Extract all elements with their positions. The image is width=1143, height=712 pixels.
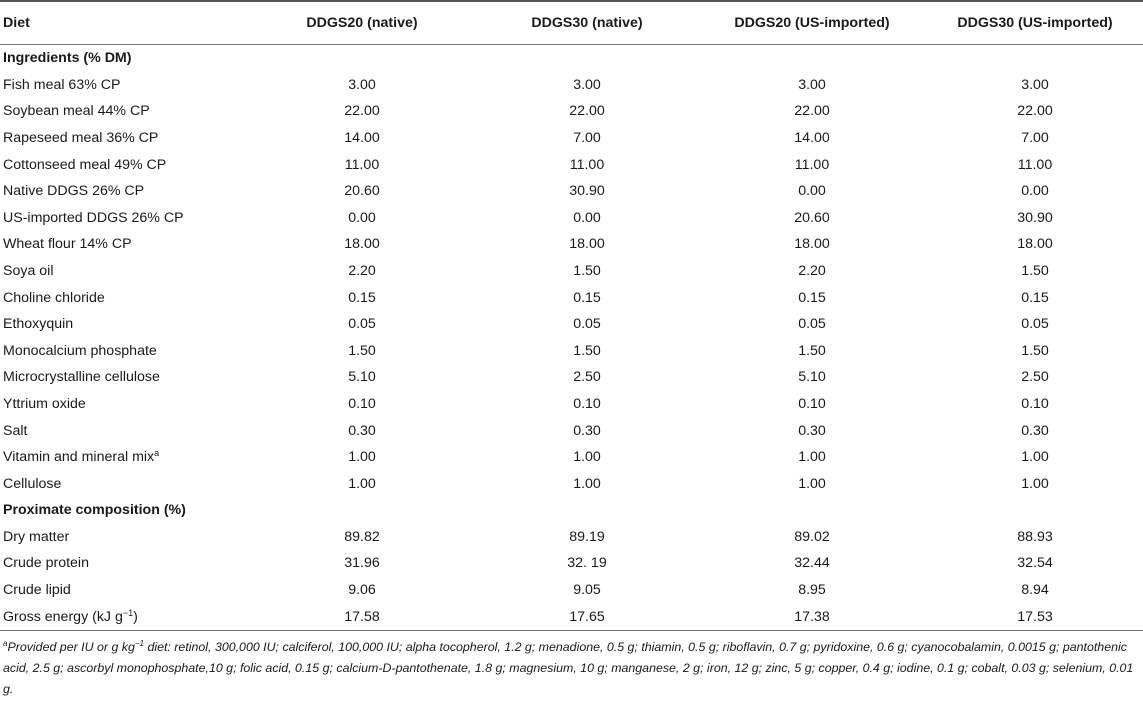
cell-value: 1.50 — [573, 342, 601, 359]
row-label — [0, 151, 247, 178]
table-row — [0, 205, 1143, 232]
cell-value: 0.05 — [1021, 316, 1049, 333]
cell-value: 0.10 — [1021, 395, 1049, 412]
row-label-text: Cellulose — [3, 475, 62, 492]
cell-value: 22.00 — [1017, 103, 1053, 120]
cell-value: 0.10 — [348, 395, 376, 412]
row-label — [0, 417, 247, 444]
cell-value: 0.10 — [798, 395, 826, 412]
row-label — [0, 125, 247, 152]
row-label-text: Rapeseed meal 36% CP — [3, 129, 159, 146]
cell-value: 0.00 — [348, 209, 376, 226]
row-label-text: Vitamin and mineral mix — [3, 449, 155, 466]
table-row — [0, 284, 1143, 311]
cell-value: 88.93 — [1017, 528, 1053, 545]
cell-value: 7.00 — [573, 129, 601, 146]
cell-value: 0.15 — [348, 289, 376, 306]
cell-value: 89.02 — [794, 528, 830, 545]
cell-value: 17.65 — [477, 603, 697, 630]
table-row — [0, 338, 1143, 365]
cell-value: 0.30 — [573, 422, 601, 439]
footnote-marker: a — [3, 639, 8, 649]
cell-value: 1.00 — [573, 449, 601, 466]
row-label-text: Salt — [3, 422, 28, 439]
cell-value: 89.82 — [344, 528, 380, 545]
row-label-text: Choline chloride — [3, 289, 105, 306]
cell-value: 1.00 — [348, 475, 376, 492]
cell-value: 1.50 — [798, 342, 826, 359]
row-label-text: Cottonseed meal 49% CP — [3, 156, 167, 173]
cell-value: 0.00 — [798, 183, 826, 200]
cell-value: 30.90 — [569, 183, 605, 200]
cell-value: 9.06 — [348, 582, 376, 599]
table-row — [0, 258, 1143, 285]
row-label-text: Dry matter — [3, 528, 70, 545]
footnote-text-a: Provided per IU or g kg — [7, 640, 135, 655]
cell-value: 0.05 — [348, 316, 376, 333]
cell-value: 18.00 — [1017, 236, 1053, 253]
cell-value: 0.15 — [1021, 289, 1049, 306]
cell-value: 11.00 — [1017, 156, 1053, 173]
table-row — [0, 311, 1143, 338]
cell-value: 11.00 — [794, 156, 830, 173]
cell-value: 0.15 — [573, 289, 601, 306]
cell-value: 2.50 — [1021, 369, 1049, 386]
cell-value: 14.00 — [794, 129, 830, 146]
row-label-text: Soya oil — [3, 262, 54, 279]
table-row — [0, 577, 1143, 604]
cell-value: 2.50 — [573, 369, 601, 386]
row-label-text: Microcrystalline cellulose — [3, 369, 160, 386]
row-label-suffix: ) — [133, 608, 138, 625]
cell-value: 17.38 — [697, 603, 927, 630]
row-label-text: Monocalcium phosphate — [3, 342, 157, 359]
cell-value: 11.00 — [344, 156, 380, 173]
footnote-exponent: −1 — [134, 639, 144, 649]
table-row — [0, 444, 1143, 471]
cell-value: 1.00 — [1021, 449, 1049, 466]
cell-value: 32. 19 — [567, 555, 607, 572]
cell-value: 0.30 — [1021, 422, 1049, 439]
table-row — [0, 550, 1143, 577]
cell-value: 11.00 — [569, 156, 605, 173]
cell-value: 3.00 — [1021, 76, 1049, 93]
cell-value: 1.00 — [798, 475, 826, 492]
cell-value: 32.44 — [794, 555, 830, 572]
row-label — [0, 284, 247, 311]
cell-value: 0.30 — [348, 422, 376, 439]
row-label — [0, 258, 247, 285]
cell-value: 1.50 — [1021, 262, 1049, 279]
row-label — [0, 311, 247, 338]
table-row — [0, 417, 1143, 444]
cell-value: 31.96 — [344, 555, 380, 572]
cell-value: 1.00 — [798, 449, 826, 466]
row-label — [0, 231, 247, 258]
cell-value: 30.90 — [1017, 209, 1053, 226]
cell-value: 7.00 — [1021, 129, 1049, 146]
table-footnote — [0, 631, 1142, 700]
table-row — [0, 364, 1143, 391]
cell-value: 8.94 — [1021, 582, 1049, 599]
row-label-text: Soybean meal 44% CP — [3, 103, 150, 120]
cell-value: 22.00 — [794, 103, 830, 120]
row-label — [0, 98, 247, 125]
table-row — [0, 231, 1143, 258]
cell-value: 2.20 — [798, 262, 826, 279]
footnote-text-b: diet: retinol, 300,000 IU; calciferol, 100,000 IU; alpha tocopherol, 1.2 g; menadione, 0.5 g; thiamin, 0.5 g; riboflavin, 0.7 g; pyridoxine, 0.6 g; cyanocobalamin, 0.0015 g; pantothenic acid, 2.5 g; ascorbyl monophosphate,10 g; folic acid, 0.15 g; calcium-D-pantothenate, 1.8 g; magnesium, 10 g; manganese, 2 g; iron, 12 g; zinc, 5 g; copper, 0.4 g; iodine, 0.1 g; cobalt, 0.03 g; selenium, 0.01 g. — [3, 640, 1134, 697]
cell-value: 22.00 — [344, 103, 380, 120]
cell-value: 0.00 — [1021, 183, 1049, 200]
row-label-text: Crude protein — [3, 555, 89, 572]
header-ddgs30-native: DDGS30 (native) — [477, 1, 697, 45]
row-label-text: Yttrium oxide — [3, 395, 86, 412]
row-label-superscript: −1 — [122, 607, 134, 618]
cell-value: 18.00 — [344, 236, 380, 253]
row-label — [0, 444, 247, 471]
cell-value: 1.00 — [1021, 475, 1049, 492]
table-row — [0, 391, 1143, 418]
cell-value: 5.10 — [348, 369, 376, 386]
cell-value: 18.00 — [794, 236, 830, 253]
cell-value: 17.53 — [927, 603, 1143, 630]
row-label — [0, 205, 247, 232]
table-row — [0, 98, 1143, 125]
row-label — [0, 364, 247, 391]
cell-value: 0.05 — [798, 316, 826, 333]
header-ddgs20-native: DDGS20 (native) — [247, 1, 477, 45]
row-label-text: Fish meal 63% CP — [3, 76, 121, 93]
cell-value: 1.50 — [573, 262, 601, 279]
cell-value: 9.05 — [573, 582, 601, 599]
row-label-text: Native DDGS 26% CP — [3, 183, 145, 200]
table-row — [0, 72, 1143, 99]
cell-value: 5.10 — [798, 369, 826, 386]
cell-value: 1.00 — [573, 475, 601, 492]
cell-value: 89.19 — [569, 528, 605, 545]
cell-value: 0.10 — [573, 395, 601, 412]
cell-value: 0.15 — [798, 289, 826, 306]
cell-value: 3.00 — [573, 76, 601, 93]
row-label-text: Crude lipid — [3, 582, 71, 599]
cell-value: 1.50 — [348, 342, 376, 359]
cell-value: 20.60 — [794, 209, 830, 226]
section-proximate — [0, 497, 1143, 524]
row-label — [0, 524, 247, 551]
table-row — [0, 178, 1143, 205]
cell-value: 20.60 — [344, 183, 380, 200]
row-label-text: Wheat flour 14% CP — [3, 236, 132, 253]
cell-value: 3.00 — [798, 76, 826, 93]
cell-value: 22.00 — [569, 103, 605, 120]
row-label — [0, 178, 247, 205]
cell-value: 1.50 — [1021, 342, 1049, 359]
section-ingredients — [0, 45, 1143, 72]
row-label — [0, 338, 247, 365]
row-label-superscript: a — [154, 448, 160, 459]
cell-value: 1.00 — [348, 449, 376, 466]
cell-value: 0.30 — [798, 422, 826, 439]
table-row — [0, 471, 1143, 498]
cell-value: 17.58 — [247, 603, 477, 630]
table-row — [0, 524, 1143, 551]
cell-value: 0.00 — [573, 209, 601, 226]
row-label-text: Gross energy (kJ g — [3, 608, 123, 625]
row-label-text: Ethoxyquin — [3, 316, 74, 333]
row-label — [0, 603, 247, 630]
row-label — [0, 550, 247, 577]
header-ddgs20-us: DDGS20 (US-imported) — [697, 1, 927, 45]
cell-value: 14.00 — [344, 129, 380, 146]
table-row — [0, 125, 1143, 152]
cell-value: 8.95 — [798, 582, 826, 599]
table-header-row — [0, 1, 1143, 45]
cell-value: 0.05 — [573, 316, 601, 333]
row-label — [0, 471, 247, 498]
row-label — [0, 72, 247, 99]
row-label — [0, 577, 247, 604]
cell-value: 2.20 — [348, 262, 376, 279]
cell-value: 32.54 — [1017, 555, 1053, 572]
section-proximate-label: Proximate composition (%) — [3, 502, 186, 519]
cell-value: 18.00 — [569, 236, 605, 253]
table-row — [0, 603, 1143, 630]
section-ingredients-label: Ingredients (% DM) — [3, 50, 132, 67]
header-ddgs30-us: DDGS30 (US-imported) — [927, 1, 1143, 45]
row-label-text: US-imported DDGS 26% CP — [3, 209, 184, 226]
table-row — [0, 151, 1143, 178]
header-diet: Diet — [0, 1, 247, 45]
cell-value: 3.00 — [348, 76, 376, 93]
row-label — [0, 391, 247, 418]
